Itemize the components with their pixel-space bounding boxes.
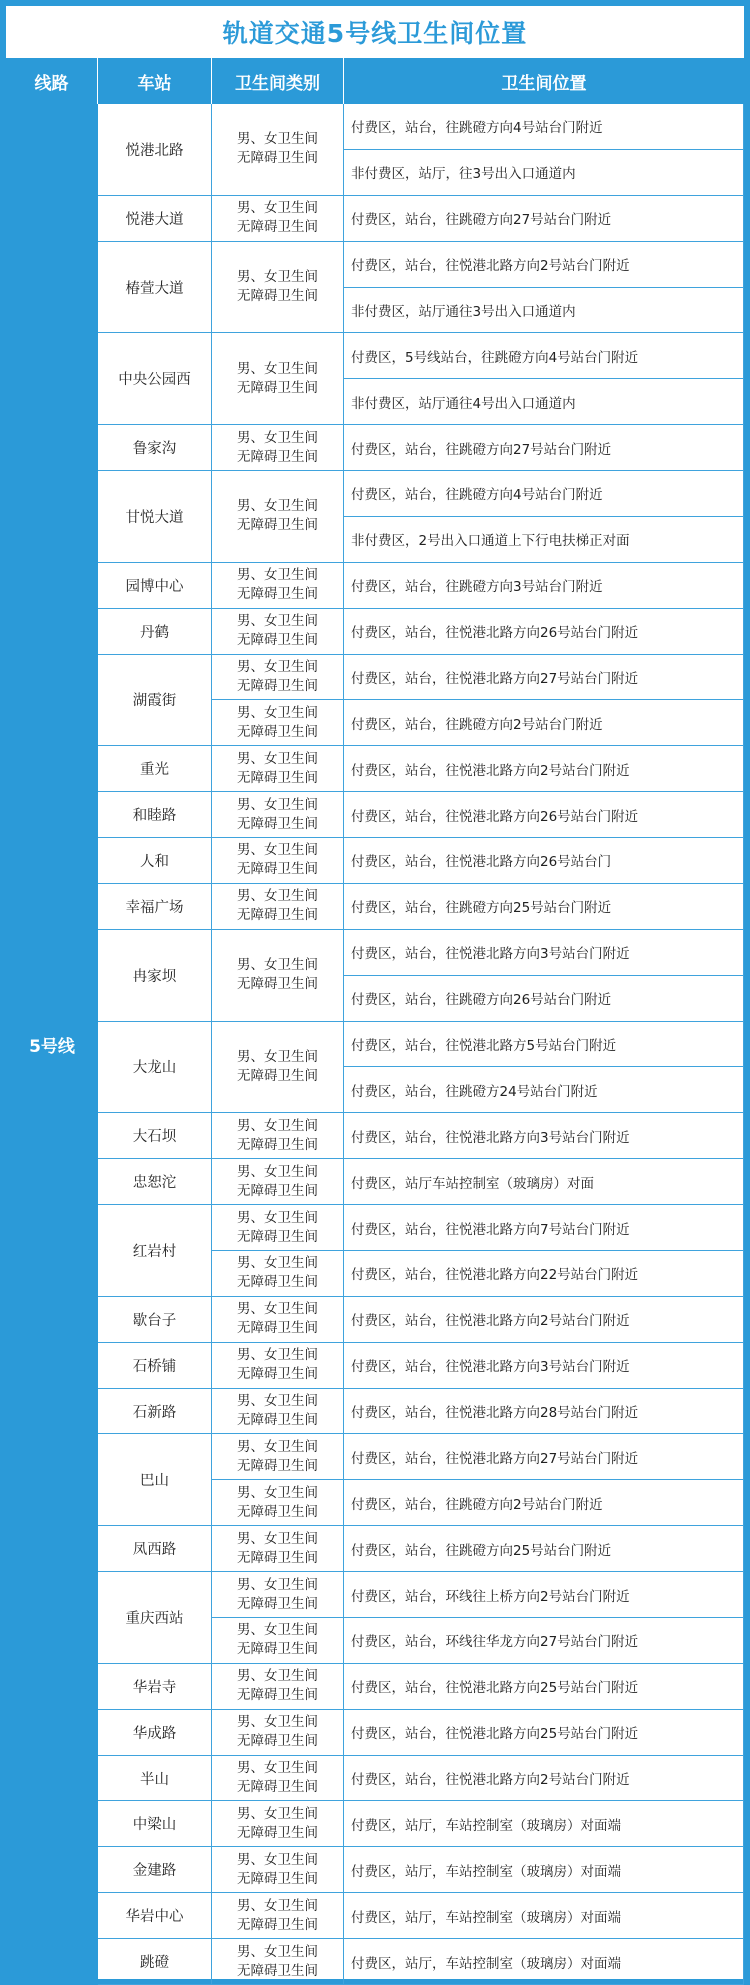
toilet-location-table [6, 58, 744, 1985]
toilet-type-line: 无障碍卫生间 [237, 150, 318, 167]
line-cell: 5号线 [6, 104, 98, 1985]
toilet-location-cell: 非付费区，站厅通往4号出入口通道内 [344, 379, 744, 425]
toilet-location-cell: 付费区，站台，往跳磴方向25号站台门附近 [344, 1526, 744, 1572]
station-name-cell: 石新路 [98, 1389, 212, 1435]
toilet-location-cell: 付费区，站台，往悦港北路方向26号站台门附近 [344, 792, 744, 838]
station-name-cell: 和睦路 [98, 792, 212, 838]
toilet-location-cell: 付费区，站台，往悦港北路方向2号站台门附近 [344, 242, 744, 288]
toilet-type-line: 无障碍卫生间 [237, 448, 318, 465]
toilet-location-cell: 付费区，5号线站台，往跳磴方向4号站台门附近 [344, 333, 744, 379]
toilet-type-line: 无障碍卫生间 [237, 1457, 318, 1474]
toilet-type-cell [212, 1343, 344, 1389]
toilet-type-line: 无障碍卫生间 [237, 907, 318, 924]
toilet-type-line: 无障碍卫生间 [237, 1779, 318, 1796]
toilet-type-cell [212, 1756, 344, 1802]
toilet-type-line: 男、女卫生间 [237, 957, 318, 974]
toilet-type-line: 男、女卫生间 [237, 1301, 318, 1318]
toilet-type-cell [212, 746, 344, 792]
toilet-type-line: 男、女卫生间 [237, 658, 318, 675]
toilet-type-line: 男、女卫生间 [237, 1760, 318, 1777]
station-name-cell: 中央公园西 [98, 333, 212, 425]
toilet-location-cell: 付费区，站台，往悦港北路方向27号站台门附近 [344, 1434, 744, 1480]
toilet-type-cell [212, 425, 344, 471]
page-title: 轨道交通5号线卫生间位置 [222, 19, 528, 48]
toilet-type-line: 男、女卫生间 [237, 1897, 318, 1914]
station-name-cell: 甘悦大道 [98, 471, 212, 563]
toilet-type-cell [212, 1572, 344, 1618]
toilet-type-line: 无障碍卫生间 [237, 1503, 318, 1520]
toilet-type-line: 无障碍卫生间 [237, 723, 318, 740]
toilet-type-line: 男、女卫生间 [237, 842, 318, 859]
toilet-type-line: 男、女卫生间 [237, 429, 318, 446]
toilet-type-line: 男、女卫生间 [237, 360, 318, 377]
toilet-type-line: 无障碍卫生间 [237, 769, 318, 786]
station-name-cell: 巴山 [98, 1434, 212, 1526]
toilet-type-line: 无障碍卫生间 [237, 1274, 318, 1291]
toilet-type-cell [212, 196, 344, 242]
toilet-location-cell: 付费区，站台，往悦港北路方向2号站台门附近 [344, 1756, 744, 1802]
station-name-cell: 跳磴 [98, 1939, 212, 1985]
toilet-type-line: 无障碍卫生间 [237, 1320, 318, 1337]
toilet-type-cell [212, 563, 344, 609]
toilet-type-line: 男、女卫生间 [237, 888, 318, 905]
station-name-cell: 重光 [98, 746, 212, 792]
toilet-location-cell: 付费区，站台，往悦港北路方向26号站台门 [344, 838, 744, 884]
toilet-type-line: 男、女卫生间 [237, 1530, 318, 1547]
toilet-type-line: 无障碍卫生间 [237, 1687, 318, 1704]
toilet-type-line: 男、女卫生间 [237, 131, 318, 148]
station-name-cell: 半山 [98, 1756, 212, 1802]
toilet-type-line: 男、女卫生间 [237, 567, 318, 584]
station-name-cell: 悦港大道 [98, 196, 212, 242]
toilet-type-line: 男、女卫生间 [237, 1347, 318, 1364]
toilet-type-line: 男、女卫生间 [237, 1943, 318, 1960]
header-line: 线路 [6, 58, 98, 104]
toilet-type-line: 无障碍卫生间 [237, 1366, 318, 1383]
toilet-type-line: 无障碍卫生间 [237, 632, 318, 649]
toilet-type-line: 男、女卫生间 [237, 1714, 318, 1731]
toilet-location-cell: 付费区，站台，往跳磴方向4号站台门附近 [344, 471, 744, 517]
toilet-location-cell: 非付费区，2号出入口通道上下行电扶梯正对面 [344, 517, 744, 563]
toilet-location-cell: 付费区，站台，往跳磴方向27号站台门附近 [344, 196, 744, 242]
toilet-type-cell [212, 1847, 344, 1893]
toilet-type-line: 男、女卫生间 [237, 704, 318, 721]
toilet-type-cell [212, 930, 344, 1022]
toilet-type-line: 无障碍卫生间 [237, 1182, 318, 1199]
toilet-type-cell [212, 1618, 344, 1664]
toilet-type-cell [212, 884, 344, 930]
toilet-type-line: 无障碍卫生间 [237, 379, 318, 396]
station-name-cell: 华岩中心 [98, 1893, 212, 1939]
header-toilet-type: 卫生间类别 [212, 58, 344, 104]
station-name-cell: 歇台子 [98, 1297, 212, 1343]
station-name-cell: 大龙山 [98, 1022, 212, 1114]
toilet-type-cell [212, 333, 344, 425]
toilet-type-line: 无障碍卫生间 [237, 1067, 318, 1084]
toilet-location-cell: 付费区，站台，往跳磴方向3号站台门附近 [344, 563, 744, 609]
station-name-cell: 鲁家沟 [98, 425, 212, 471]
toilet-location-cell: 付费区，站台，往悦港北路方向2号站台门附近 [344, 1297, 744, 1343]
toilet-type-line: 无障碍卫生间 [237, 1136, 318, 1153]
toilet-location-cell: 付费区，站厅，车站控制室（玻璃房）对面端 [344, 1939, 744, 1985]
station-name-cell: 中梁山 [98, 1801, 212, 1847]
toilet-type-cell [212, 242, 344, 334]
station-name-cell: 华成路 [98, 1710, 212, 1756]
toilet-type-cell [212, 1205, 344, 1251]
toilet-location-cell: 付费区，站台，往悦港北路方向3号站台门附近 [344, 1113, 744, 1159]
toilet-type-line: 男、女卫生间 [237, 1117, 318, 1134]
toilet-type-cell [212, 1389, 344, 1435]
toilet-type-cell [212, 838, 344, 884]
toilet-location-cell: 付费区，站台，往跳磴方向26号站台门附近 [344, 976, 744, 1022]
toilet-type-line: 男、女卫生间 [237, 750, 318, 767]
station-name-cell: 忠恕沱 [98, 1159, 212, 1205]
toilet-location-cell: 付费区，站台，环线往上桥方向2号站台门附近 [344, 1572, 744, 1618]
toilet-type-cell [212, 1251, 344, 1297]
toilet-location-cell: 付费区，站台，环线往华龙方向27号站台门附近 [344, 1618, 744, 1664]
toilet-type-cell [212, 655, 344, 701]
toilet-type-line: 男、女卫生间 [237, 1576, 318, 1593]
toilet-type-line: 无障碍卫生间 [237, 677, 318, 694]
toilet-location-cell: 付费区，站台，往悦港北路方向7号站台门附近 [344, 1205, 744, 1251]
toilet-location-cell: 付费区，站台，往跳磴方向4号站台门附近 [344, 104, 744, 150]
toilet-type-cell [212, 1893, 344, 1939]
toilet-location-cell: 付费区，站台，往跳磴方24号站台门附近 [344, 1067, 744, 1113]
toilet-location-cell: 付费区，站台，往悦港北路方向27号站台门附近 [344, 655, 744, 701]
station-name-cell: 重庆西站 [98, 1572, 212, 1664]
toilet-type-cell [212, 1113, 344, 1159]
station-name-cell: 凤西路 [98, 1526, 212, 1572]
toilet-location-cell: 付费区，站台，往跳磴方向2号站台门附近 [344, 1480, 744, 1526]
station-name-cell: 红岩村 [98, 1205, 212, 1297]
toilet-type-line: 男、女卫生间 [237, 1805, 318, 1822]
toilet-type-line: 男、女卫生间 [237, 1668, 318, 1685]
toilet-location-cell: 付费区，站台，往悦港北路方向25号站台门附近 [344, 1664, 744, 1710]
toilet-location-cell: 付费区，站台，往悦港北路方向3号站台门附近 [344, 930, 744, 976]
toilet-type-cell [212, 609, 344, 655]
toilet-type-line: 男、女卫生间 [237, 1255, 318, 1272]
toilet-location-cell: 付费区，站台，往跳磴方向2号站台门附近 [344, 700, 744, 746]
toilet-location-cell: 付费区，站台，往悦港北路方向3号站台门附近 [344, 1343, 744, 1389]
toilet-type-line: 男、女卫生间 [237, 1438, 318, 1455]
station-name-cell: 冉家坝 [98, 930, 212, 1022]
toilet-type-line: 无障碍卫生间 [237, 976, 318, 993]
toilet-type-line: 男、女卫生间 [237, 1048, 318, 1065]
station-name-cell: 幸福广场 [98, 884, 212, 930]
toilet-location-cell: 付费区，站台，往悦港北路方向2号站台门附近 [344, 746, 744, 792]
toilet-type-cell [212, 1297, 344, 1343]
toilet-type-line: 男、女卫生间 [237, 1163, 318, 1180]
toilet-type-cell [212, 1159, 344, 1205]
toilet-type-line: 无障碍卫生间 [237, 219, 318, 236]
toilet-location-cell: 付费区，站台，往悦港北路方向22号站台门附近 [344, 1251, 744, 1297]
toilet-type-cell [212, 1939, 344, 1985]
toilet-type-cell [212, 104, 344, 196]
toilet-type-cell [212, 700, 344, 746]
station-name-cell: 华岩寺 [98, 1664, 212, 1710]
toilet-type-line: 男、女卫生间 [237, 1851, 318, 1868]
header-toilet-location: 卫生间位置 [344, 58, 744, 104]
toilet-type-line: 无障碍卫生间 [237, 1962, 318, 1979]
toilet-type-cell [212, 1801, 344, 1847]
toilet-type-cell [212, 1526, 344, 1572]
station-name-cell: 湖霞街 [98, 655, 212, 747]
toilet-type-line: 无障碍卫生间 [237, 288, 318, 304]
toilet-location-cell: 付费区，站厅，车站控制室（玻璃房）对面端 [344, 1893, 744, 1939]
toilet-location-cell: 非付费区，站厅通往3号出入口通道内 [344, 288, 744, 334]
toilet-location-cell: 付费区，站台，往跳磴方向25号站台门附近 [344, 884, 744, 930]
toilet-type-line: 男、女卫生间 [237, 1209, 318, 1226]
toilet-type-cell [212, 1434, 344, 1480]
toilet-type-line: 无障碍卫生间 [237, 1412, 318, 1429]
toilet-location-cell: 付费区，站台，往悦港北路方5号站台门附近 [344, 1022, 744, 1068]
toilet-location-cell: 付费区，站厅车站控制室（玻璃房）对面 [344, 1159, 744, 1205]
toilet-type-line: 无障碍卫生间 [237, 1733, 318, 1750]
toilet-type-line: 男、女卫生间 [237, 1393, 318, 1410]
toilet-type-line: 无障碍卫生间 [237, 586, 318, 603]
station-name-cell: 金建路 [98, 1847, 212, 1893]
toilet-location-cell: 付费区，站厅，车站控制室（玻璃房）对面端 [344, 1801, 744, 1847]
toilet-type-cell [212, 792, 344, 838]
toilet-type-line: 男、女卫生间 [237, 613, 318, 630]
toilet-type-line: 无障碍卫生间 [237, 1916, 318, 1933]
toilet-type-line: 男、女卫生间 [237, 200, 318, 217]
header-station: 车站 [98, 58, 212, 104]
station-name-cell: 椿萱大道 [98, 242, 212, 334]
toilet-type-line: 男、女卫生间 [237, 1484, 318, 1501]
toilet-type-line: 无障碍卫生间 [237, 1641, 318, 1658]
station-name-cell: 人和 [98, 838, 212, 884]
toilet-type-line: 无障碍卫生间 [237, 1549, 318, 1566]
toilet-type-line: 无障碍卫生间 [237, 1870, 318, 1887]
toilet-type-cell [212, 1480, 344, 1526]
toilet-location-cell: 非付费区，站厅，往3号出入口通道内 [344, 150, 744, 196]
toilet-type-line: 无障碍卫生间 [237, 815, 318, 832]
toilet-location-cell: 付费区，站台，往跳磴方向27号站台门附近 [344, 425, 744, 471]
station-name-cell: 大石坝 [98, 1113, 212, 1159]
toilet-type-line: 无障碍卫生间 [237, 1228, 318, 1245]
toilet-type-line: 男、女卫生间 [237, 796, 318, 813]
station-name-cell: 石桥铺 [98, 1343, 212, 1389]
toilet-type-line: 无障碍卫生间 [237, 861, 318, 878]
station-name-cell: 悦港北路 [98, 104, 212, 196]
toilet-type-line: 无障碍卫生间 [237, 1595, 318, 1612]
toilet-type-cell [212, 1664, 344, 1710]
toilet-location-cell: 付费区，站台，往悦港北路方向28号站台门附近 [344, 1389, 744, 1435]
toilet-location-cell: 付费区，站台，往悦港北路方向26号站台门附近 [344, 609, 744, 655]
toilet-type-cell [212, 471, 344, 563]
station-name-cell: 丹鹤 [98, 609, 212, 655]
toilet-type-cell [212, 1710, 344, 1756]
toilet-type-line: 男、女卫生间 [237, 269, 318, 285]
toilet-type-line: 无障碍卫生间 [237, 1824, 318, 1841]
toilet-location-cell: 付费区，站厅，车站控制室（玻璃房）对面端 [344, 1847, 744, 1893]
toilet-type-cell [212, 1022, 344, 1114]
toilet-type-line: 男、女卫生间 [237, 1622, 318, 1639]
toilet-type-line: 男、女卫生间 [237, 498, 318, 515]
station-name-cell: 园博中心 [98, 563, 212, 609]
toilet-type-line: 无障碍卫生间 [237, 517, 318, 534]
toilet-location-cell: 付费区，站台，往悦港北路方向25号站台门附近 [344, 1710, 744, 1756]
